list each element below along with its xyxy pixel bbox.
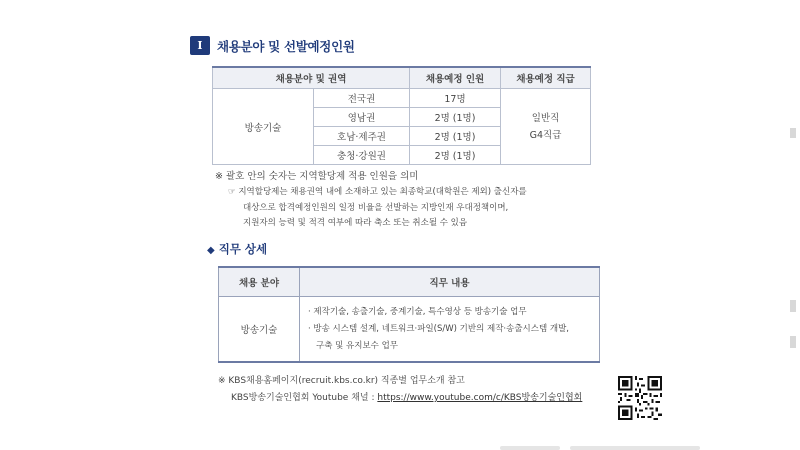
count-cell: 2명 (1명) [410, 108, 501, 127]
quota-note-detail [228, 185, 608, 232]
edge-mark [790, 128, 796, 138]
count-cell: 2명 (1명) [410, 127, 501, 146]
header-field: 채용 분야 [219, 267, 300, 297]
quota-note-line-2: 대상으로 합격예정인원의 일정 비율을 선발하는 지방인재 우대정책이며, [243, 202, 509, 213]
table-header-row [213, 67, 591, 89]
qr-code-icon[interactable] [618, 376, 662, 420]
count-cell: 17명 [410, 89, 501, 108]
duty-line-1: · 제작기술, 송출기술, 중계기술, 특수영상 등 방송기술 업무 [308, 306, 527, 317]
header-duties: 직무 내용 [300, 267, 600, 297]
quota-note-line-3: 지원자의 능력 및 적격 여부에 따라 축소 또는 취소될 수 있음 [243, 218, 468, 228]
edge-mark [790, 300, 796, 312]
section-1-title: 채용분야 및 선발예정인원 [217, 38, 355, 54]
header-field-region: 채용분야 및 권역 [213, 67, 410, 89]
region-cell: 충청·강원권 [314, 146, 410, 165]
header-count: 채용예정 인원 [410, 67, 501, 89]
section-2-title: 직무 상세 [218, 242, 268, 256]
reference-line-1: ※ KBS채용홈페이지(recruit.kbs.co.kr) 직종별 업무소개 참고 [218, 376, 465, 386]
youtube-label: KBS방송기술인협회 Youtube 채널 : [231, 393, 378, 403]
job-detail-table [218, 266, 600, 363]
reference-line-2 [218, 390, 582, 407]
youtube-channel-link[interactable]: https://www.youtube.com/c/KBS방송기술인협회 [377, 393, 583, 403]
diamond-bullet-icon: ◆ [207, 245, 215, 256]
region-cell: 호남·제주권 [314, 127, 410, 146]
count-cell: 2명 (1명) [410, 146, 501, 165]
rank-line-1: 일반직 [531, 112, 560, 124]
quota-note: ※ 괄호 안의 숫자는 지역할당제 적용 인원을 의미 [215, 171, 419, 182]
rank-line-2: G4직급 [529, 129, 562, 141]
region-cell: 전국권 [314, 89, 410, 108]
section-2-heading [207, 241, 267, 257]
field-cell: 방송기술 [219, 297, 300, 363]
cropped-text-fragment [570, 446, 700, 450]
edge-mark [790, 336, 796, 348]
duties-cell [300, 297, 600, 363]
table-header-row [219, 267, 600, 297]
recruitment-table [212, 66, 591, 165]
duty-line-2: · 방송 시스템 설계, 네트워크·파일(S/W) 기반의 제작·송출시스템 개발, [308, 323, 569, 334]
section-number-badge: I [190, 36, 210, 55]
quota-note-line-1: ☞ 지역할당제는 채용권역 내에 소재하고 있는 최종학교(대학원은 제외) 출신자를 [228, 187, 527, 197]
reference-note [218, 373, 582, 407]
region-cell: 영남권 [314, 108, 410, 127]
field-cell: 방송기술 [213, 89, 314, 165]
section-1-heading [190, 36, 355, 55]
duty-line-3: 구축 및 유지보수 업무 [316, 340, 399, 351]
header-rank: 채용예정 직급 [501, 67, 591, 89]
table-row [219, 297, 600, 363]
table-row [213, 89, 591, 108]
rank-cell [501, 89, 591, 165]
cropped-text-fragment [500, 446, 560, 450]
